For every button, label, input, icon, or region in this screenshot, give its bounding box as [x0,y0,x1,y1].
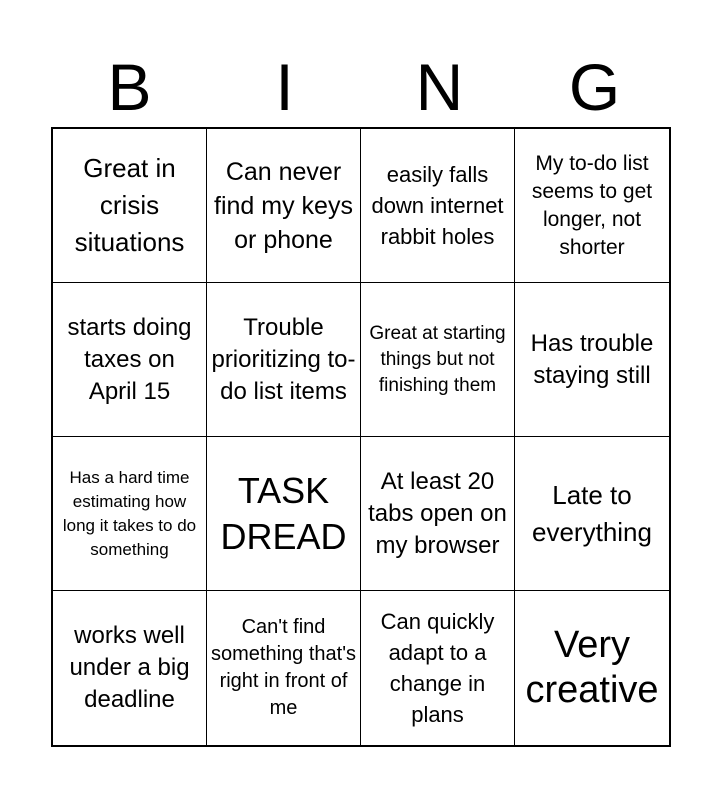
header-letter-g: G [568,50,621,124]
cell-text: Has trouble staying still [530,329,654,389]
cell-text: Can never find my keys or phone [214,157,353,254]
bingo-cell[interactable] [361,283,515,437]
cell-text: Can't find something that's right in front of me [211,616,357,719]
bingo-cell[interactable] [53,283,207,437]
cell-text: Great at starting things but not finishing them [369,322,506,396]
header-letter-b: B [107,50,152,124]
cell-text: My to-do list seems to get longer, not shorter [531,151,653,259]
bingo-cell[interactable] [53,591,207,745]
bingo-cell[interactable] [515,129,669,283]
bingo-cell[interactable] [361,591,515,745]
bingo-header [52,52,672,122]
bingo-cell[interactable] [207,591,361,745]
header-letter-n: N [415,50,464,124]
bingo-cell[interactable] [515,591,669,745]
header-letter-i: I [275,50,294,124]
cell-text: Has a hard time estimating how long it takes to do something [62,467,197,559]
bingo-cell[interactable] [207,437,361,591]
bingo-cell[interactable] [515,437,669,591]
bingo-cell[interactable] [53,129,207,283]
cell-text: easily falls down internet rabbit holes [371,162,504,249]
cell-text: starts doing taxes on April 15 [67,313,192,405]
bingo-cell[interactable] [361,129,515,283]
cell-text: At least 20 tabs open on my browser [368,467,507,559]
cell-text: Trouble prioritizing to-do list items [211,313,356,405]
bingo-cell[interactable] [53,437,207,591]
bingo-cell[interactable] [361,437,515,591]
cell-text: Late to everything [532,479,652,547]
cell-text: Very creative [525,624,659,711]
bingo-cell[interactable] [207,283,361,437]
cell-text: Can quickly adapt to a change in plans [380,609,495,727]
bingo-cell[interactable] [207,129,361,283]
bingo-grid [51,127,671,747]
cell-text: works well under a big deadline [69,622,190,713]
cell-text: Great in crisis situations [74,153,185,257]
cell-text: TASK DREAD [220,469,347,557]
bingo-cell[interactable] [515,283,669,437]
